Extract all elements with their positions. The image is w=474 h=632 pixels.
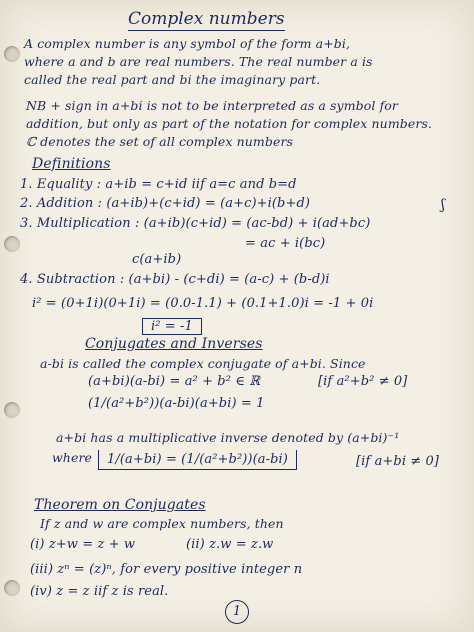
conjugates-heading: Conjugates and Inverses (85, 336, 263, 352)
definitions-heading: Definitions (32, 156, 111, 172)
definition-line: 4. Subtraction : (a+bi) - (c+di) = (a-c) + (b-d)i (20, 272, 330, 287)
note-line: addition, but only as part of the notation for complex numbers. (26, 116, 433, 131)
inverse-formula: 1/(a+bi) = (1/(a²+b²))(a-bi) (98, 450, 297, 470)
conjugate-condition: [if a+bi ≠ 0] (356, 454, 440, 469)
intro-line: A complex number is any symbol of the form a+bi, (24, 36, 351, 51)
conjugate-line: where (52, 450, 93, 465)
definition-line: c(a+ib) (132, 252, 182, 267)
theorem-line: If z and w are complex numbers, then (40, 516, 284, 531)
note-line: NB + sign in a+bi is not to be interpreted as a symbol for (26, 98, 398, 113)
intro-line: where a and b are real numbers. The real number a is (24, 54, 373, 69)
binder-hole (4, 46, 20, 62)
squiggle-mark: ʃ (441, 197, 445, 213)
page-number: 1 (225, 600, 249, 624)
theorem-line: (ii) z.w = z.w (186, 537, 274, 552)
theorem-heading: Theorem on Conjugates (34, 497, 206, 513)
note-line: ℂ denotes the set of all complex numbers (26, 134, 294, 149)
binder-hole (4, 236, 20, 252)
binder-hole (4, 580, 20, 596)
definition-line: 2. Addition : (a+ib)+(c+id) = (a+c)+i(b+d) (20, 196, 311, 211)
theorem-line: (iii) zⁿ = (z)ⁿ, for every positive integer n (30, 562, 303, 577)
conjugate-condition: [if a²+b² ≠ 0] (318, 374, 408, 389)
definition-line: 3. Multiplication : (a+ib)(c+id) = (ac-bd) + i(ad+bc) (20, 216, 371, 231)
conjugate-line: a+bi has a multiplicative inverse denoted by (a+bi)⁻¹ (56, 430, 400, 445)
boxed-result: i² = -1 (142, 318, 202, 335)
conjugate-line: a-bi is called the complex conjugate of a+bi. Since (40, 356, 366, 371)
conjugate-line: (1/(a²+b²))(a-bi)(a+bi) = 1 (88, 396, 265, 411)
page-title: Complex numbers (128, 9, 285, 29)
definition-line: 1. Equality : a+ib = c+id iif a=c and b=d (20, 177, 297, 192)
theorem-line: (iv) z = z iif z is real. (30, 584, 169, 599)
theorem-line: (i) z+w = z + w (30, 537, 136, 552)
conjugate-line: (a+bi)(a-bi) = a² + b² ∈ ℝ (88, 374, 261, 389)
binder-hole (4, 402, 20, 418)
definition-line: = ac + i(bc) (245, 236, 326, 251)
definition-line: i² = (0+1i)(0+1i) = (0.0-1.1) + (0.1+1.0)i = -1 + 0i (32, 296, 374, 311)
intro-line: called the real part and bi the imaginary part. (24, 72, 321, 87)
